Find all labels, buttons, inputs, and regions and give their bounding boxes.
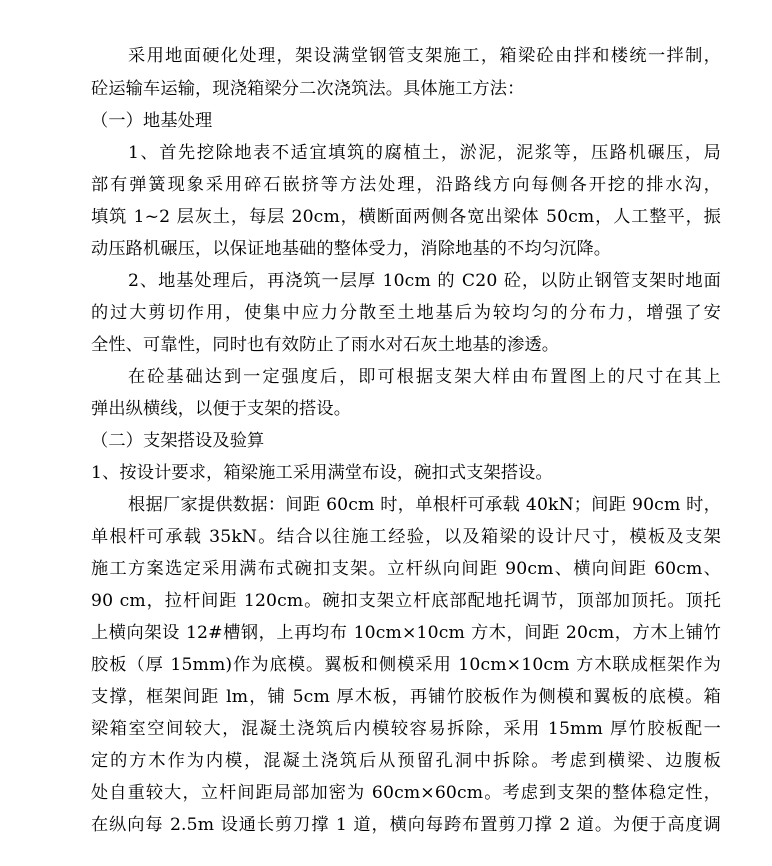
section-heading: （二）支架搭设及验算: [91, 431, 265, 451]
paragraph-line: 2、地基处理后，再浇筑一层厚 10cm 的 C20 砼，以防止钢管支架时地面: [128, 271, 721, 291]
paragraph-line: 支撑，框架间距 lm，铺 5cm 厚木板，再铺竹胶板作为侧模和翼板的底模。箱: [91, 687, 721, 707]
paragraph-line: 采用地面硬化处理，架设满堂钢管支架施工，箱梁砼由拌和楼统一拌制，: [128, 46, 721, 66]
paragraph-line: 90 cm，拉杆间距 120cm。碗扣支架立杆底部配地托调节，顶部加顶托。顶托: [91, 591, 721, 611]
paragraph-line: 定的方木作为内模，混凝土浇筑后从预留孔洞中拆除。考虑到横梁、边腹板: [91, 751, 721, 771]
paragraph-line: 砼运输车运输，现浇箱梁分二次浇筑法。具体施工方法：: [91, 79, 525, 99]
paragraph-line: 处自重较大，立杆间距局部加密为 60cm×60cm。考虑到支架的整体稳定性，: [91, 783, 721, 803]
paragraph-line: 全性、可靠性，同时也有效防止了雨水对石灰土地基的渗透。: [91, 335, 560, 355]
paragraph-line: 1、首先挖除地表不适宜填筑的腐植土，淤泥，泥浆等，压路机碾压，局: [128, 143, 721, 163]
paragraph-line: 弹出纵横线，以便于支架的搭设。: [91, 399, 352, 419]
paragraph-line: 上横向架设 12#槽钢，上再均布 10cm×10cm 方木，间距 20cm，方木上铺竹: [91, 623, 721, 643]
paragraph-line: 在纵向每 2.5m 设通长剪刀撑 1 道，横向每跨布置剪刀撑 2 道。为便于高度调: [91, 815, 721, 835]
paragraph-line: 填筑 1~2 层灰土，每层 20cm，横断面两侧各宽出梁体 50cm，人工整平，振: [91, 207, 721, 227]
paragraph-line: 1、按设计要求，箱梁施工采用满堂布设，碗扣式支架搭设。: [91, 463, 553, 483]
paragraph-line: 的过大剪切作用，使集中应力分散至土地基后为较均匀的分布力，增强了安: [91, 303, 721, 323]
paragraph-line: 动压路机碾压，以保证地基础的整体受力，消除地基的不均匀沉降。: [91, 239, 612, 259]
paragraph-line: 单根杆可承载 35kN。结合以往施工经验，以及箱梁的设计尺寸，模板及支架: [91, 527, 721, 547]
paragraph-line: 部有弹簧现象采用碎石嵌挤等方法处理，沿路线方向每侧各开挖的排水沟，: [91, 175, 721, 195]
section-heading: （一）地基处理: [91, 111, 213, 131]
paragraph-line: 在砼基础达到一定强度后，即可根据支架大样由布置图上的尺寸在其上: [128, 367, 721, 387]
paragraph-line: 根据厂家提供数据：间距 60cm 时，单根杆可承载 40kN；间距 90cm 时，: [128, 495, 721, 515]
paragraph-line: 梁箱室空间较大，混凝土浇筑后内模较容易拆除，采用 15mm 厚竹胶板配一: [91, 719, 721, 739]
paragraph-line: 施工方案选定采用满布式碗扣支架。立杆纵向间距 90cm、横向间距 60cm、: [91, 559, 721, 579]
paragraph-line: 胶板（厚 15mm)作为底模。翼板和侧模采用 10cm×10cm 方木联成框架作为: [91, 655, 721, 675]
